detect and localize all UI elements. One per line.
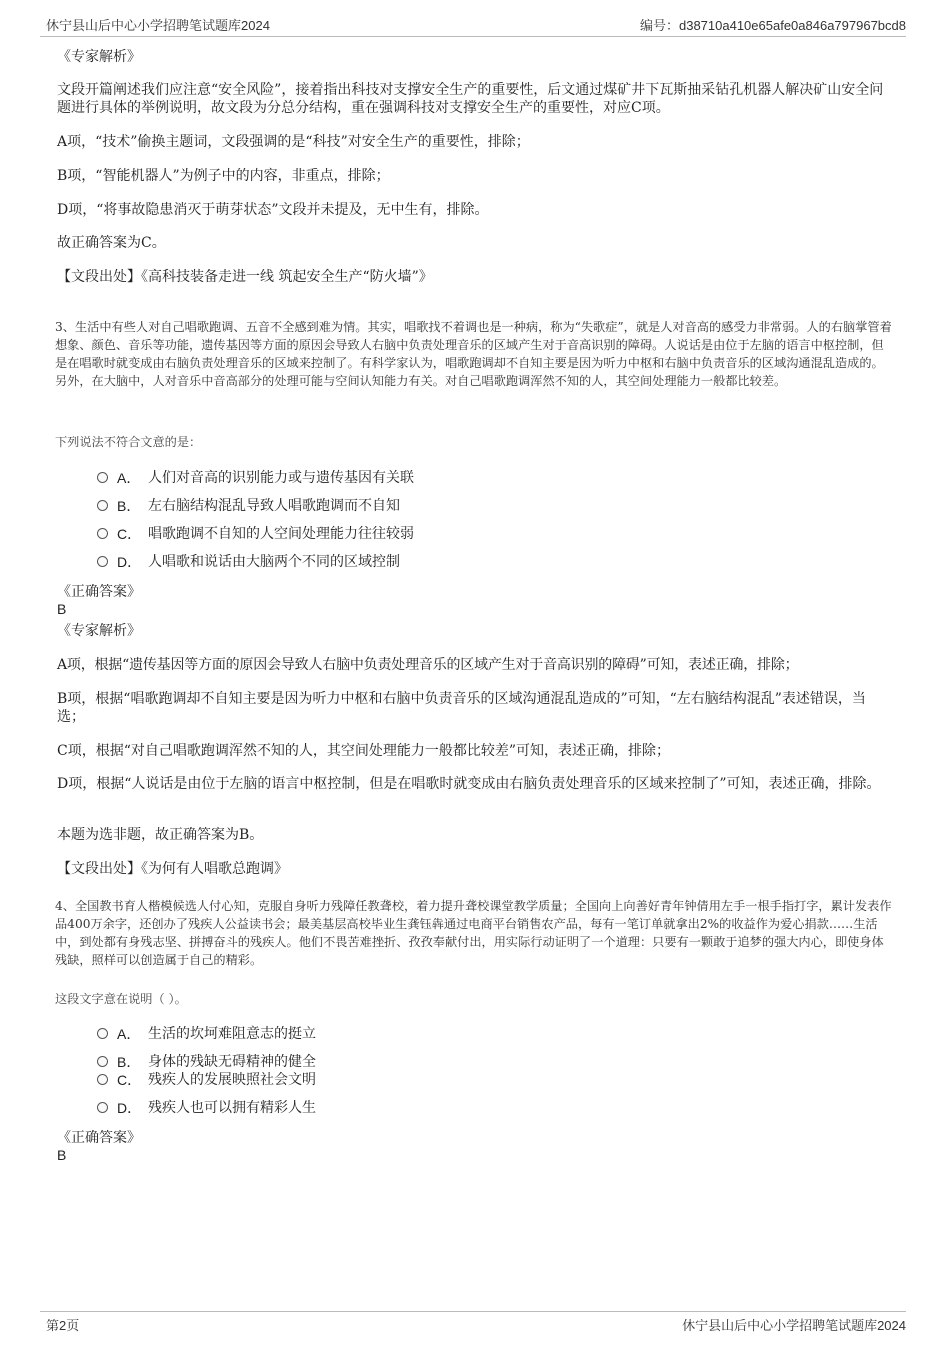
analysis-conclusion: 本题为选非题，故正确答案为B。 [57, 827, 264, 843]
page-header [40, 14, 906, 37]
question-4-stem: 这段文字意在说明（ ）。 [55, 992, 187, 1006]
correct-answer-value: B [57, 1147, 67, 1163]
option-label: D． [117, 1100, 142, 1116]
page-footer [40, 1311, 906, 1336]
option-label: C． [117, 526, 142, 542]
option-text: 身体的残缺无碍精神的健全 [148, 1054, 316, 1070]
radio-button-icon[interactable] [97, 1102, 108, 1113]
correct-answer-label: 《正确答案》 [57, 584, 141, 600]
passage-source: 【文段出处】《为何有人唱歌总跑调》 [57, 861, 288, 877]
expert-analysis-label: 《专家解析》 [57, 623, 141, 639]
analysis-option-a: A项，“技术”偷换主题词，文段强调的是“科技”对安全生产的重要性，排除； [57, 134, 530, 150]
correct-answer-label: 《正确答案》 [57, 1130, 141, 1146]
option-text: 唱歌跑调不自知的人空间处理能力往往较弱 [148, 526, 414, 542]
analysis-paragraph: 文段开篇阐述我们应注意“安全风险”，接着指出科技对支撑安全生产的重要性，后文通过煤矿井下瓦斯抽采钻孔机器人解决矿山安全问题进行具体的举例说明，故文段为分总分结构，重在强调科技对支撑安全生产的重要性，对应C项。 [57, 82, 884, 116]
option-label: B． [117, 498, 141, 514]
expert-analysis-label: 《专家解析》 [57, 49, 141, 65]
question-3-stem: 下列说法不符合文意的是： [55, 435, 202, 449]
radio-button-icon[interactable] [97, 1056, 108, 1067]
option-label: A． [117, 470, 141, 486]
analysis-option-a: A项，根据“遗传基因等方面的原因会导致人右脑中负责处理音乐的区域产生对于音高识别的障碍”可知，表述正确，排除； [57, 657, 799, 673]
radio-button-icon[interactable] [97, 1074, 108, 1085]
option-text: 人们对音高的识别能力或与遗传基因有关联 [148, 470, 414, 486]
option-label: C． [117, 1072, 142, 1088]
option-text: 生活的坎坷难阻意志的挺立 [148, 1026, 316, 1042]
option-text: 人唱歌和说话由大脑两个不同的区域控制 [148, 554, 400, 570]
header-title: 休宁县山后中心小学招聘笔试题库2024 [46, 18, 270, 33]
option-text: 左右脑结构混乱导致人唱歌跑调而不自知 [148, 498, 400, 514]
analysis-option-b: B项，“智能机器人”为例子中的内容，非重点，排除； [57, 168, 390, 184]
analysis-option-c: C项，根据“对自己唱歌跑调浑然不知的人，其空间处理能力一般都比较差”可知，表述正确，排除； [57, 743, 671, 759]
question-4-passage: 4、全国教书育人楷模候选人付心知，克服自身听力残障任教聋校，着力提升聋校课堂教学质量；全国向上向善好青年钟倩用左手一根手指打字，累计发表作品400万余字，还创办了残疾人公益读书会；最美基层高校毕业生龚钰犇通过电商平台销售农产品，每有一笔订单就拿出2%的收益作为爱心捐款……生活中，到处都有身残志坚、拼搏奋斗的残疾人。他们不畏苦难挫折、孜孜奉献付出，用实际行动证明了一个道理：只要有一颗敢于追梦的强大内心，即使身体残缺，照样可以创造属于自己的精彩。 [55, 899, 892, 967]
analysis-option-b: B项，根据“唱歌跑调却不自知主要是因为听力中枢和右脑中负责音乐的区域沟通混乱造成的”可知，“左右脑结构混乱”表述错误，当选； [57, 691, 866, 725]
analysis-option-d: D项，根据“人说话是由位于左脑的语言中枢控制，但是在唱歌时就变成由右脑负责处理音乐的区域来控制了”可知，表述正确，排除。 [57, 776, 881, 792]
option-text: 残疾人也可以拥有精彩人生 [148, 1100, 316, 1116]
radio-button-icon[interactable] [97, 528, 108, 539]
option-label: D． [117, 554, 142, 570]
question-3-passage: 3、生活中有些人对自己唱歌跑调、五音不全感到难为情。其实，唱歌找不着调也是一种病，称为“失歌症”，就是人对音高的感受力非常弱。人的右脑掌管着想象、颜色、音乐等功能，遗传基因等方面的原因会导致人右脑中负责处理音乐的区域产生对于音高识别的障碍。人说话是由位于左脑的语言中枢控制，但是在唱歌时就变成由右脑负责处理音乐的区域来控制了。有科学家认为，唱歌跑调却不自知主要是因为听力中枢和右脑中负责音乐的区域沟通混乱造成的。另外，在大脑中，人对音乐中音高部分的处理可能与空间认知能力有关。对自己唱歌跑调浑然不知的人，其空间处理能力一般都比较差。 [55, 320, 892, 388]
header-serial-number: 编号：d38710a410e65afe0a846a797967bcd8 [639, 18, 906, 33]
correct-answer-value: B [57, 601, 67, 617]
radio-button-icon[interactable] [97, 472, 108, 483]
passage-source: 【文段出处】《高科技装备走进一线 筑起安全生产“防火墙”》 [57, 269, 433, 285]
page-number: 第2页 [46, 1318, 80, 1333]
analysis-option-d: D项，“将事故隐患消灭于萌芽状态”文段并未提及，无中生有，排除。 [57, 202, 489, 218]
option-label: B． [117, 1054, 141, 1070]
radio-button-icon[interactable] [97, 556, 108, 567]
footer-title: 休宁县山后中心小学招聘笔试题库2024 [682, 1318, 906, 1333]
radio-button-icon[interactable] [97, 1028, 108, 1039]
option-text: 残疾人的发展映照社会文明 [148, 1072, 316, 1088]
analysis-conclusion: 故正确答案为C。 [57, 235, 166, 251]
radio-button-icon[interactable] [97, 500, 108, 511]
option-label: A． [117, 1026, 141, 1042]
